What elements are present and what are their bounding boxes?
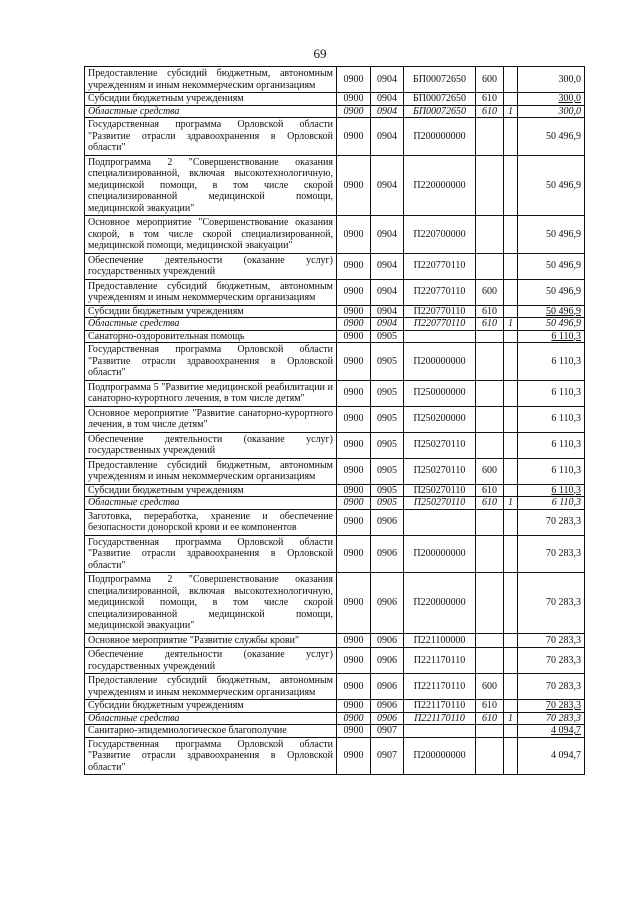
table-row [85, 318, 585, 331]
amount-cell: 4 094,7 [518, 737, 585, 775]
amount-cell: 6 110,3 [518, 406, 585, 432]
amount-cell: 6 110,3 [518, 484, 585, 497]
funding-source-cell [504, 67, 518, 93]
amount-cell: 50 496,9 [518, 155, 585, 216]
amount-cell: 70 283,3 [518, 633, 585, 648]
amount-cell: 50 496,9 [518, 305, 585, 318]
expense-type-cell [476, 633, 504, 648]
subsection-code-cell: 0905 [371, 343, 404, 381]
target-article-cell: П220700000 [404, 216, 476, 254]
section-code-cell: 0900 [337, 737, 371, 775]
amount-cell: 300,0 [518, 105, 585, 118]
row-name-cell: Государственная программа Орловской области "Развитие отрасли здравоохранения в Орловской области" [85, 737, 337, 775]
target-article-cell: П221170110 [404, 648, 476, 674]
amount-cell: 300,0 [518, 93, 585, 106]
section-code-cell: 0900 [337, 458, 371, 484]
expense-type-cell: 610 [476, 318, 504, 331]
table-row [85, 712, 585, 725]
subsection-code-cell: 0907 [371, 725, 404, 738]
target-article-cell: П250270110 [404, 484, 476, 497]
amount-cell: 4 094,7 [518, 725, 585, 738]
row-name-cell: Государственная программа Орловской области "Развитие отрасли здравоохранения в Орловской области" [85, 535, 337, 573]
subsection-code-cell: 0906 [371, 633, 404, 648]
target-article-cell: П250270110 [404, 458, 476, 484]
target-article-cell [404, 509, 476, 535]
subsection-code-cell: 0905 [371, 497, 404, 510]
expense-type-cell: 610 [476, 712, 504, 725]
funding-source-cell [504, 633, 518, 648]
subsection-code-cell: 0906 [371, 712, 404, 725]
table-row [85, 330, 585, 343]
funding-source-cell [504, 253, 518, 279]
table-row [85, 105, 585, 118]
target-article-cell: П220000000 [404, 155, 476, 216]
expense-type-cell [476, 509, 504, 535]
section-code-cell: 0900 [337, 406, 371, 432]
target-article-cell: П250200000 [404, 406, 476, 432]
section-code-cell: 0900 [337, 509, 371, 535]
row-name-cell: Обеспечение деятельности (оказание услуг) государственных учреждений [85, 648, 337, 674]
expense-type-cell [476, 343, 504, 381]
amount-cell: 50 496,9 [518, 118, 585, 156]
expense-type-cell: 610 [476, 305, 504, 318]
amount-cell: 50 496,9 [518, 216, 585, 254]
section-code-cell: 0900 [337, 253, 371, 279]
subsection-code-cell: 0904 [371, 305, 404, 318]
subsection-code-cell: 0904 [371, 216, 404, 254]
row-name-cell: Основное мероприятие "Совершенствование оказания скорой, в том числе скорой специализированной, медицинской помощи, медицинской эвакуации" [85, 216, 337, 254]
section-code-cell: 0900 [337, 279, 371, 305]
table-row [85, 93, 585, 106]
table-row [85, 253, 585, 279]
section-code-cell: 0900 [337, 216, 371, 254]
target-article-cell: П200000000 [404, 737, 476, 775]
table-row [85, 633, 585, 648]
table-row [85, 573, 585, 634]
amount-cell: 70 283,3 [518, 700, 585, 713]
row-name-cell: Предоставление субсидий бюджетным, автономным учреждениям и иным некоммерческим организациям [85, 279, 337, 305]
target-article-cell: П220770110 [404, 318, 476, 331]
section-code-cell: 0900 [337, 725, 371, 738]
section-code-cell: 0900 [337, 535, 371, 573]
funding-source-cell [504, 432, 518, 458]
funding-source-cell: 1 [504, 105, 518, 118]
amount-cell: 6 110,3 [518, 380, 585, 406]
target-article-cell: П221170110 [404, 674, 476, 700]
funding-source-cell [504, 725, 518, 738]
expense-type-cell [476, 155, 504, 216]
expense-type-cell: 600 [476, 67, 504, 93]
amount-cell: 50 496,9 [518, 253, 585, 279]
funding-source-cell [504, 305, 518, 318]
target-article-cell [404, 330, 476, 343]
expense-type-cell [476, 380, 504, 406]
target-article-cell: П200000000 [404, 535, 476, 573]
funding-source-cell [504, 648, 518, 674]
row-name-cell: Субсидии бюджетным учреждениям [85, 484, 337, 497]
target-article-cell: П200000000 [404, 118, 476, 156]
row-name-cell: Подпрограмма 2 "Совершенствование оказания специализированной, включая высокотехнологичную, медицинской помощи, в том числе скорой специализированной медицинской помощи, медицинской эвакуации" [85, 155, 337, 216]
subsection-code-cell: 0904 [371, 155, 404, 216]
page-number: 69 [313, 46, 327, 61]
table-row [85, 155, 585, 216]
row-name-cell: Субсидии бюджетным учреждениям [85, 93, 337, 106]
table-row [85, 118, 585, 156]
row-name-cell: Обеспечение деятельности (оказание услуг) государственных учреждений [85, 432, 337, 458]
row-name-cell: Субсидии бюджетным учреждениям [85, 305, 337, 318]
expense-type-cell: 610 [476, 700, 504, 713]
section-code-cell: 0900 [337, 573, 371, 634]
row-name-cell: Санаторно-оздоровительная помощь [85, 330, 337, 343]
subsection-code-cell: 0907 [371, 737, 404, 775]
target-article-cell: П221100000 [404, 633, 476, 648]
table-row [85, 432, 585, 458]
amount-cell: 300,0 [518, 67, 585, 93]
funding-source-cell [504, 343, 518, 381]
section-code-cell: 0900 [337, 305, 371, 318]
row-name-cell: Предоставление субсидий бюджетным, автономным учреждениям и иным некоммерческим организациям [85, 67, 337, 93]
subsection-code-cell: 0904 [371, 279, 404, 305]
subsection-code-cell: 0904 [371, 318, 404, 331]
expense-type-cell [476, 535, 504, 573]
section-code-cell: 0900 [337, 712, 371, 725]
expense-type-cell [476, 118, 504, 156]
funding-source-cell [504, 118, 518, 156]
table-body [85, 67, 585, 775]
row-name-cell: Субсидии бюджетным учреждениям [85, 700, 337, 713]
expense-type-cell [476, 406, 504, 432]
subsection-code-cell: 0906 [371, 509, 404, 535]
table-row [85, 484, 585, 497]
table-row [85, 509, 585, 535]
expense-type-cell [476, 330, 504, 343]
target-article-cell: П200000000 [404, 343, 476, 381]
budget-table [84, 66, 585, 775]
funding-source-cell [504, 155, 518, 216]
table-row [85, 535, 585, 573]
amount-cell: 70 283,3 [518, 674, 585, 700]
row-name-cell: Обеспечение деятельности (оказание услуг) государственных учреждений [85, 253, 337, 279]
funding-source-cell [504, 674, 518, 700]
table-row [85, 67, 585, 93]
expense-type-cell [476, 573, 504, 634]
amount-cell: 70 283,3 [518, 648, 585, 674]
expense-type-cell [476, 737, 504, 775]
section-code-cell: 0900 [337, 105, 371, 118]
amount-cell: 6 110,3 [518, 497, 585, 510]
subsection-code-cell: 0904 [371, 105, 404, 118]
subsection-code-cell: 0905 [371, 330, 404, 343]
target-article-cell: БП00072650 [404, 105, 476, 118]
expense-type-cell: 600 [476, 458, 504, 484]
subsection-code-cell: 0904 [371, 67, 404, 93]
subsection-code-cell: 0906 [371, 535, 404, 573]
section-code-cell: 0900 [337, 497, 371, 510]
funding-source-cell: 1 [504, 497, 518, 510]
target-article-cell: П220000000 [404, 573, 476, 634]
table-row [85, 380, 585, 406]
row-name-cell: Предоставление субсидий бюджетным, автономным учреждениям и иным некоммерческим организациям [85, 458, 337, 484]
amount-cell: 50 496,9 [518, 318, 585, 331]
expense-type-cell: 610 [476, 484, 504, 497]
row-name-cell: Областные средства [85, 318, 337, 331]
table-row [85, 458, 585, 484]
section-code-cell: 0900 [337, 318, 371, 331]
funding-source-cell [504, 406, 518, 432]
amount-cell: 6 110,3 [518, 432, 585, 458]
funding-source-cell [504, 279, 518, 305]
row-name-cell: Санитарно-эпидемиологическое благополучие [85, 725, 337, 738]
section-code-cell: 0900 [337, 155, 371, 216]
amount-cell: 6 110,3 [518, 330, 585, 343]
table-row [85, 279, 585, 305]
table-row [85, 648, 585, 674]
row-name-cell: Подпрограмма 2 "Совершенствование оказания специализированной, включая высокотехнологичную, медицинской помощи, в том числе скорой специализированной медицинской помощи, медицинской эвакуации" [85, 573, 337, 634]
funding-source-cell [504, 484, 518, 497]
expense-type-cell [476, 253, 504, 279]
expense-type-cell: 610 [476, 105, 504, 118]
section-code-cell: 0900 [337, 343, 371, 381]
funding-source-cell [504, 380, 518, 406]
target-article-cell: БП00072650 [404, 93, 476, 106]
subsection-code-cell: 0906 [371, 674, 404, 700]
expense-type-cell [476, 725, 504, 738]
target-article-cell: П220770110 [404, 305, 476, 318]
subsection-code-cell: 0905 [371, 432, 404, 458]
table-row [85, 406, 585, 432]
funding-source-cell: 1 [504, 712, 518, 725]
subsection-code-cell: 0905 [371, 380, 404, 406]
funding-source-cell: 1 [504, 318, 518, 331]
section-code-cell: 0900 [337, 118, 371, 156]
expense-type-cell [476, 648, 504, 674]
subsection-code-cell: 0905 [371, 484, 404, 497]
expense-type-cell: 610 [476, 93, 504, 106]
funding-source-cell [504, 93, 518, 106]
subsection-code-cell: 0904 [371, 118, 404, 156]
subsection-code-cell: 0905 [371, 458, 404, 484]
section-code-cell: 0900 [337, 700, 371, 713]
target-article-cell [404, 725, 476, 738]
target-article-cell: П250270110 [404, 432, 476, 458]
section-code-cell: 0900 [337, 674, 371, 700]
table-row [85, 305, 585, 318]
section-code-cell: 0900 [337, 67, 371, 93]
funding-source-cell [504, 458, 518, 484]
amount-cell: 6 110,3 [518, 458, 585, 484]
section-code-cell: 0900 [337, 380, 371, 406]
row-name-cell: Областные средства [85, 497, 337, 510]
table-row [85, 497, 585, 510]
target-article-cell: П221170110 [404, 712, 476, 725]
table-row [85, 674, 585, 700]
funding-source-cell [504, 216, 518, 254]
target-article-cell: БП00072650 [404, 67, 476, 93]
table-row [85, 737, 585, 775]
section-code-cell: 0900 [337, 432, 371, 458]
row-name-cell: Подпрограмма 5 "Развитие медицинской реабилитации и санаторно-курортного лечения, в том числе детям" [85, 380, 337, 406]
subsection-code-cell: 0904 [371, 253, 404, 279]
funding-source-cell [504, 737, 518, 775]
amount-cell: 70 283,3 [518, 535, 585, 573]
subsection-code-cell: 0904 [371, 93, 404, 106]
subsection-code-cell: 0906 [371, 573, 404, 634]
table-row [85, 343, 585, 381]
section-code-cell: 0900 [337, 648, 371, 674]
target-article-cell: П250270110 [404, 497, 476, 510]
target-article-cell: П250000000 [404, 380, 476, 406]
funding-source-cell [504, 330, 518, 343]
funding-source-cell [504, 535, 518, 573]
subsection-code-cell: 0906 [371, 648, 404, 674]
row-name-cell: Заготовка, переработка, хранение и обеспечение безопасности донорской крови и ее компонентов [85, 509, 337, 535]
section-code-cell: 0900 [337, 484, 371, 497]
row-name-cell: Областные средства [85, 712, 337, 725]
row-name-cell: Основное мероприятие "Развитие санаторно-курортного лечения, в том числе детям" [85, 406, 337, 432]
subsection-code-cell: 0906 [371, 700, 404, 713]
row-name-cell: Предоставление субсидий бюджетным, автономным учреждениям и иным некоммерческим организациям [85, 674, 337, 700]
expense-type-cell [476, 216, 504, 254]
table-row [85, 725, 585, 738]
table-row [85, 700, 585, 713]
funding-source-cell [504, 700, 518, 713]
target-article-cell: П220770110 [404, 279, 476, 305]
section-code-cell: 0900 [337, 330, 371, 343]
expense-type-cell: 610 [476, 497, 504, 510]
expense-type-cell: 600 [476, 674, 504, 700]
funding-source-cell [504, 573, 518, 634]
amount-cell: 70 283,3 [518, 509, 585, 535]
amount-cell: 70 283,3 [518, 573, 585, 634]
row-name-cell: Государственная программа Орловской области "Развитие отрасли здравоохранения в Орловской области" [85, 343, 337, 381]
expense-type-cell: 600 [476, 279, 504, 305]
amount-cell: 6 110,3 [518, 343, 585, 381]
row-name-cell: Основное мероприятие "Развитие службы крови" [85, 633, 337, 648]
table-row [85, 216, 585, 254]
section-code-cell: 0900 [337, 633, 371, 648]
row-name-cell: Государственная программа Орловской области "Развитие отрасли здравоохранения в Орловской области" [85, 118, 337, 156]
amount-cell: 50 496,9 [518, 279, 585, 305]
funding-source-cell [504, 509, 518, 535]
target-article-cell: П220770110 [404, 253, 476, 279]
row-name-cell: Областные средства [85, 105, 337, 118]
section-code-cell: 0900 [337, 93, 371, 106]
amount-cell: 70 283,3 [518, 712, 585, 725]
target-article-cell: П221170110 [404, 700, 476, 713]
expense-type-cell [476, 432, 504, 458]
subsection-code-cell: 0905 [371, 406, 404, 432]
